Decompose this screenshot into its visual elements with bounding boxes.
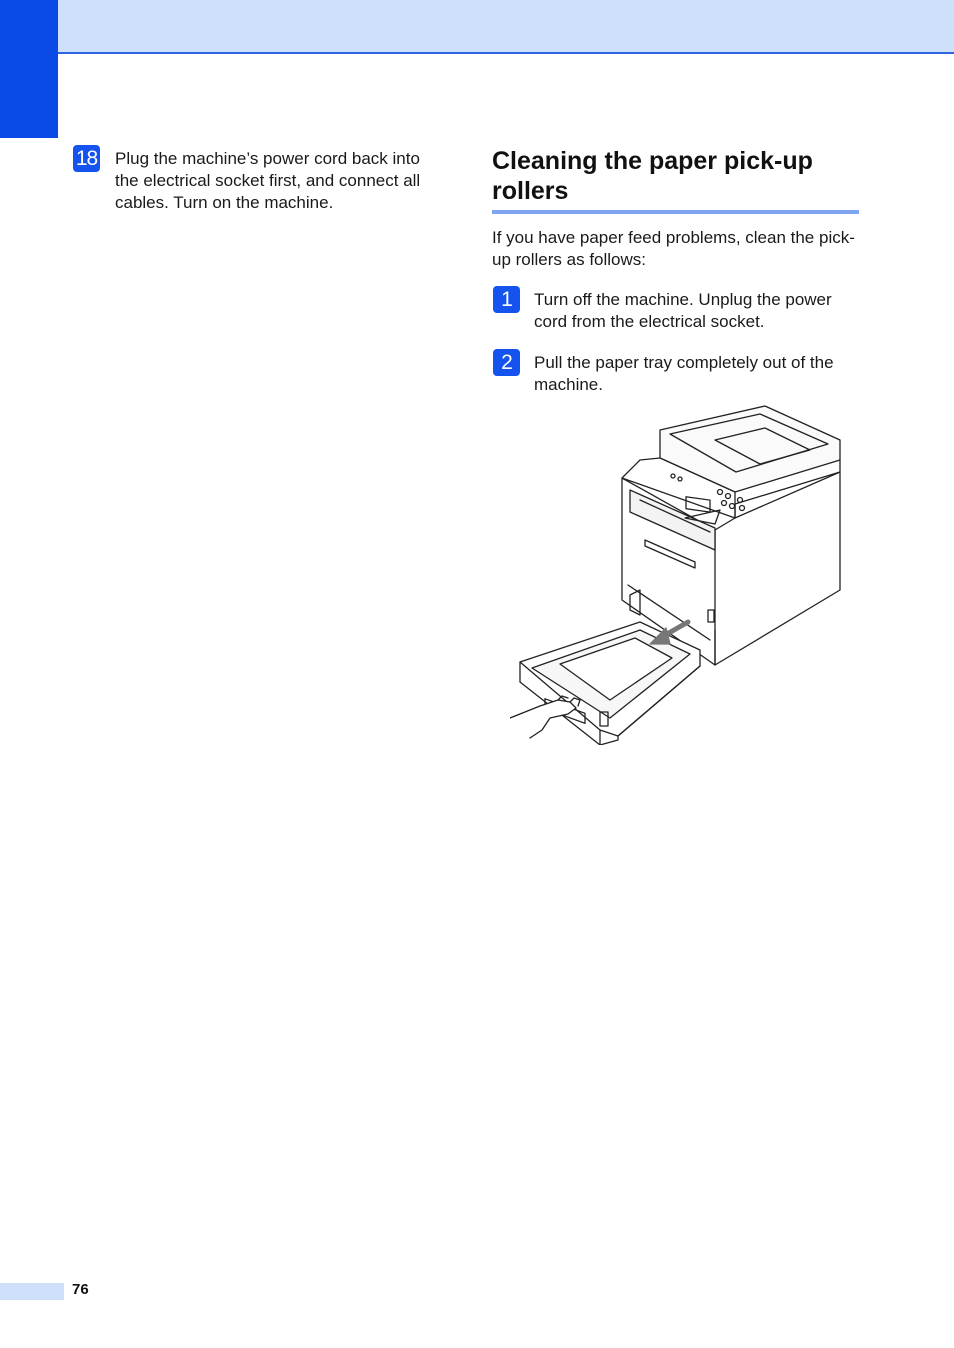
step-number-badge: 1 bbox=[493, 286, 520, 313]
step-number-badge: 18 bbox=[73, 145, 100, 172]
printer-tray-illustration bbox=[510, 400, 850, 745]
step-number-badge: 2 bbox=[493, 349, 520, 376]
step-text: Pull the paper tray completely out of the machine. bbox=[534, 353, 834, 394]
step-2 bbox=[493, 349, 863, 399]
step-18 bbox=[73, 145, 443, 225]
heading-rule bbox=[492, 210, 859, 214]
intro-paragraph: If you have paper feed problems, clean the pick-up rollers as follows: bbox=[492, 228, 855, 269]
step-1 bbox=[493, 286, 863, 336]
step-text: Plug the machine’s power cord back into the electrical socket first, and connect all cables. Turn on the machine. bbox=[115, 149, 421, 212]
section-heading: Cleaning the paper pick-up rollers bbox=[492, 147, 813, 205]
header-band bbox=[0, 0, 954, 54]
page-number: 76 bbox=[72, 1281, 89, 1298]
chapter-tab bbox=[0, 0, 58, 138]
step-text: Turn off the machine. Unplug the power cord from the electrical socket. bbox=[534, 290, 832, 331]
footer-band bbox=[0, 1283, 64, 1300]
